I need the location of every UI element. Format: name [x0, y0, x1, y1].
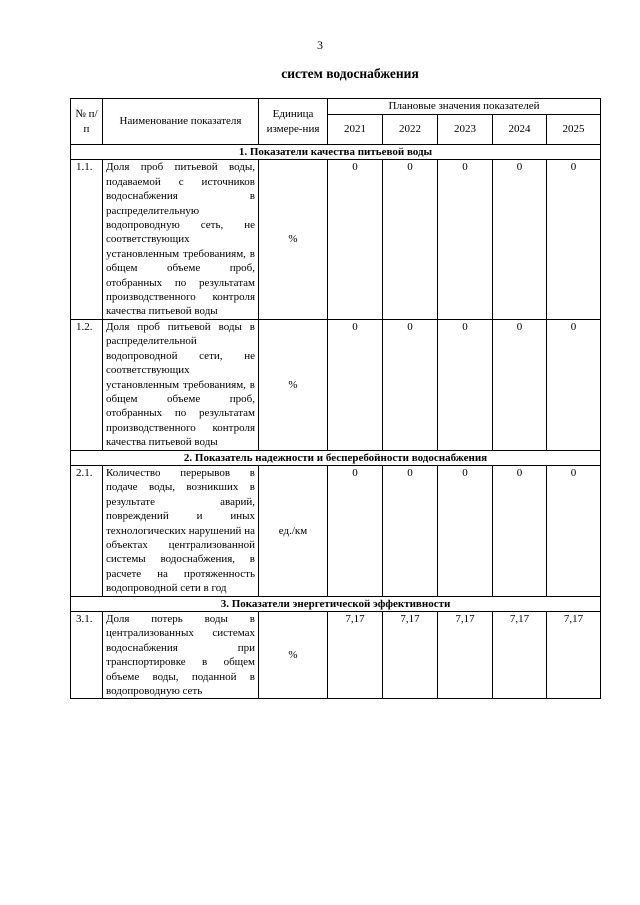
- row-unit: %: [259, 319, 328, 450]
- row-unit: %: [259, 160, 328, 319]
- header-year: 2024: [493, 115, 547, 145]
- row-value: 7,17: [383, 612, 438, 699]
- row-value: 0: [547, 160, 601, 319]
- row-value: 0: [438, 160, 493, 319]
- row-name: Количество перерывов в подаче воды, возникших в результате аварий, повреждений и иных технологических нарушений на объектах централизованной системы водоснабжения, в расчете на протяженность водопроводной сети в год: [103, 465, 259, 596]
- table-row: [71, 160, 601, 319]
- row-name: Доля проб питьевой воды, подаваемой с источников водоснабжения в распределительную водопроводную сеть, не соответствующих установленным требованиям, в общем объеме проб, отобранных по результатам производственного контроля качества питьевой воды: [103, 160, 259, 319]
- table-row: [71, 465, 601, 596]
- page-heading: систем водоснабжения: [281, 66, 419, 81]
- row-name: Доля проб питьевой воды в распределительной водопроводной сети, не соответствующих установленным требованиям, в общем объеме проб, отобранных по результатам производственного контроля качества питьевой воды: [103, 319, 259, 450]
- header-year: 2022: [383, 115, 438, 145]
- row-value: 0: [328, 319, 383, 450]
- section-title: 2. Показатель надежности и бесперебойности водоснабжения: [71, 450, 601, 465]
- header-plan: Плановые значения показателей: [328, 99, 601, 115]
- row-value: 0: [328, 465, 383, 596]
- row-number: 2.1.: [71, 465, 103, 596]
- row-value: 7,17: [438, 612, 493, 699]
- row-value: 0: [438, 319, 493, 450]
- row-unit: %: [259, 612, 328, 699]
- row-value: 0: [383, 465, 438, 596]
- row-number: 1.2.: [71, 319, 103, 450]
- section-title: 3. Показатели энергетической эффективности: [71, 596, 601, 611]
- row-value: 0: [493, 319, 547, 450]
- row-value: 0: [547, 319, 601, 450]
- row-value: 7,17: [547, 612, 601, 699]
- header-name: Наименование показателя: [103, 99, 259, 145]
- row-value: 0: [328, 160, 383, 319]
- row-number: 1.1.: [71, 160, 103, 319]
- row-number: 3.1.: [71, 612, 103, 699]
- row-value: 0: [493, 160, 547, 319]
- header-year: 2021: [328, 115, 383, 145]
- table-row: [71, 612, 601, 699]
- row-value: 0: [383, 319, 438, 450]
- header-num: № п/п: [71, 99, 103, 145]
- row-value: 0: [493, 465, 547, 596]
- header-year: 2023: [438, 115, 493, 145]
- row-value: 0: [383, 160, 438, 319]
- row-unit: ед./км: [259, 465, 328, 596]
- row-name: Доля потерь воды в централизованных системах водоснабжения при транспортировке в общем объеме воды, поданной в водопроводную сеть: [103, 612, 259, 699]
- row-value: 0: [438, 465, 493, 596]
- table-row: [71, 319, 601, 450]
- header-unit: Единица измере-ния: [259, 99, 328, 145]
- indicators-table: [70, 98, 601, 699]
- page-number: 3: [317, 38, 323, 52]
- row-value: 7,17: [493, 612, 547, 699]
- row-value: 7,17: [328, 612, 383, 699]
- row-value: 0: [547, 465, 601, 596]
- section-title: 1. Показатели качества питьевой воды: [71, 145, 601, 160]
- header-year: 2025: [547, 115, 601, 145]
